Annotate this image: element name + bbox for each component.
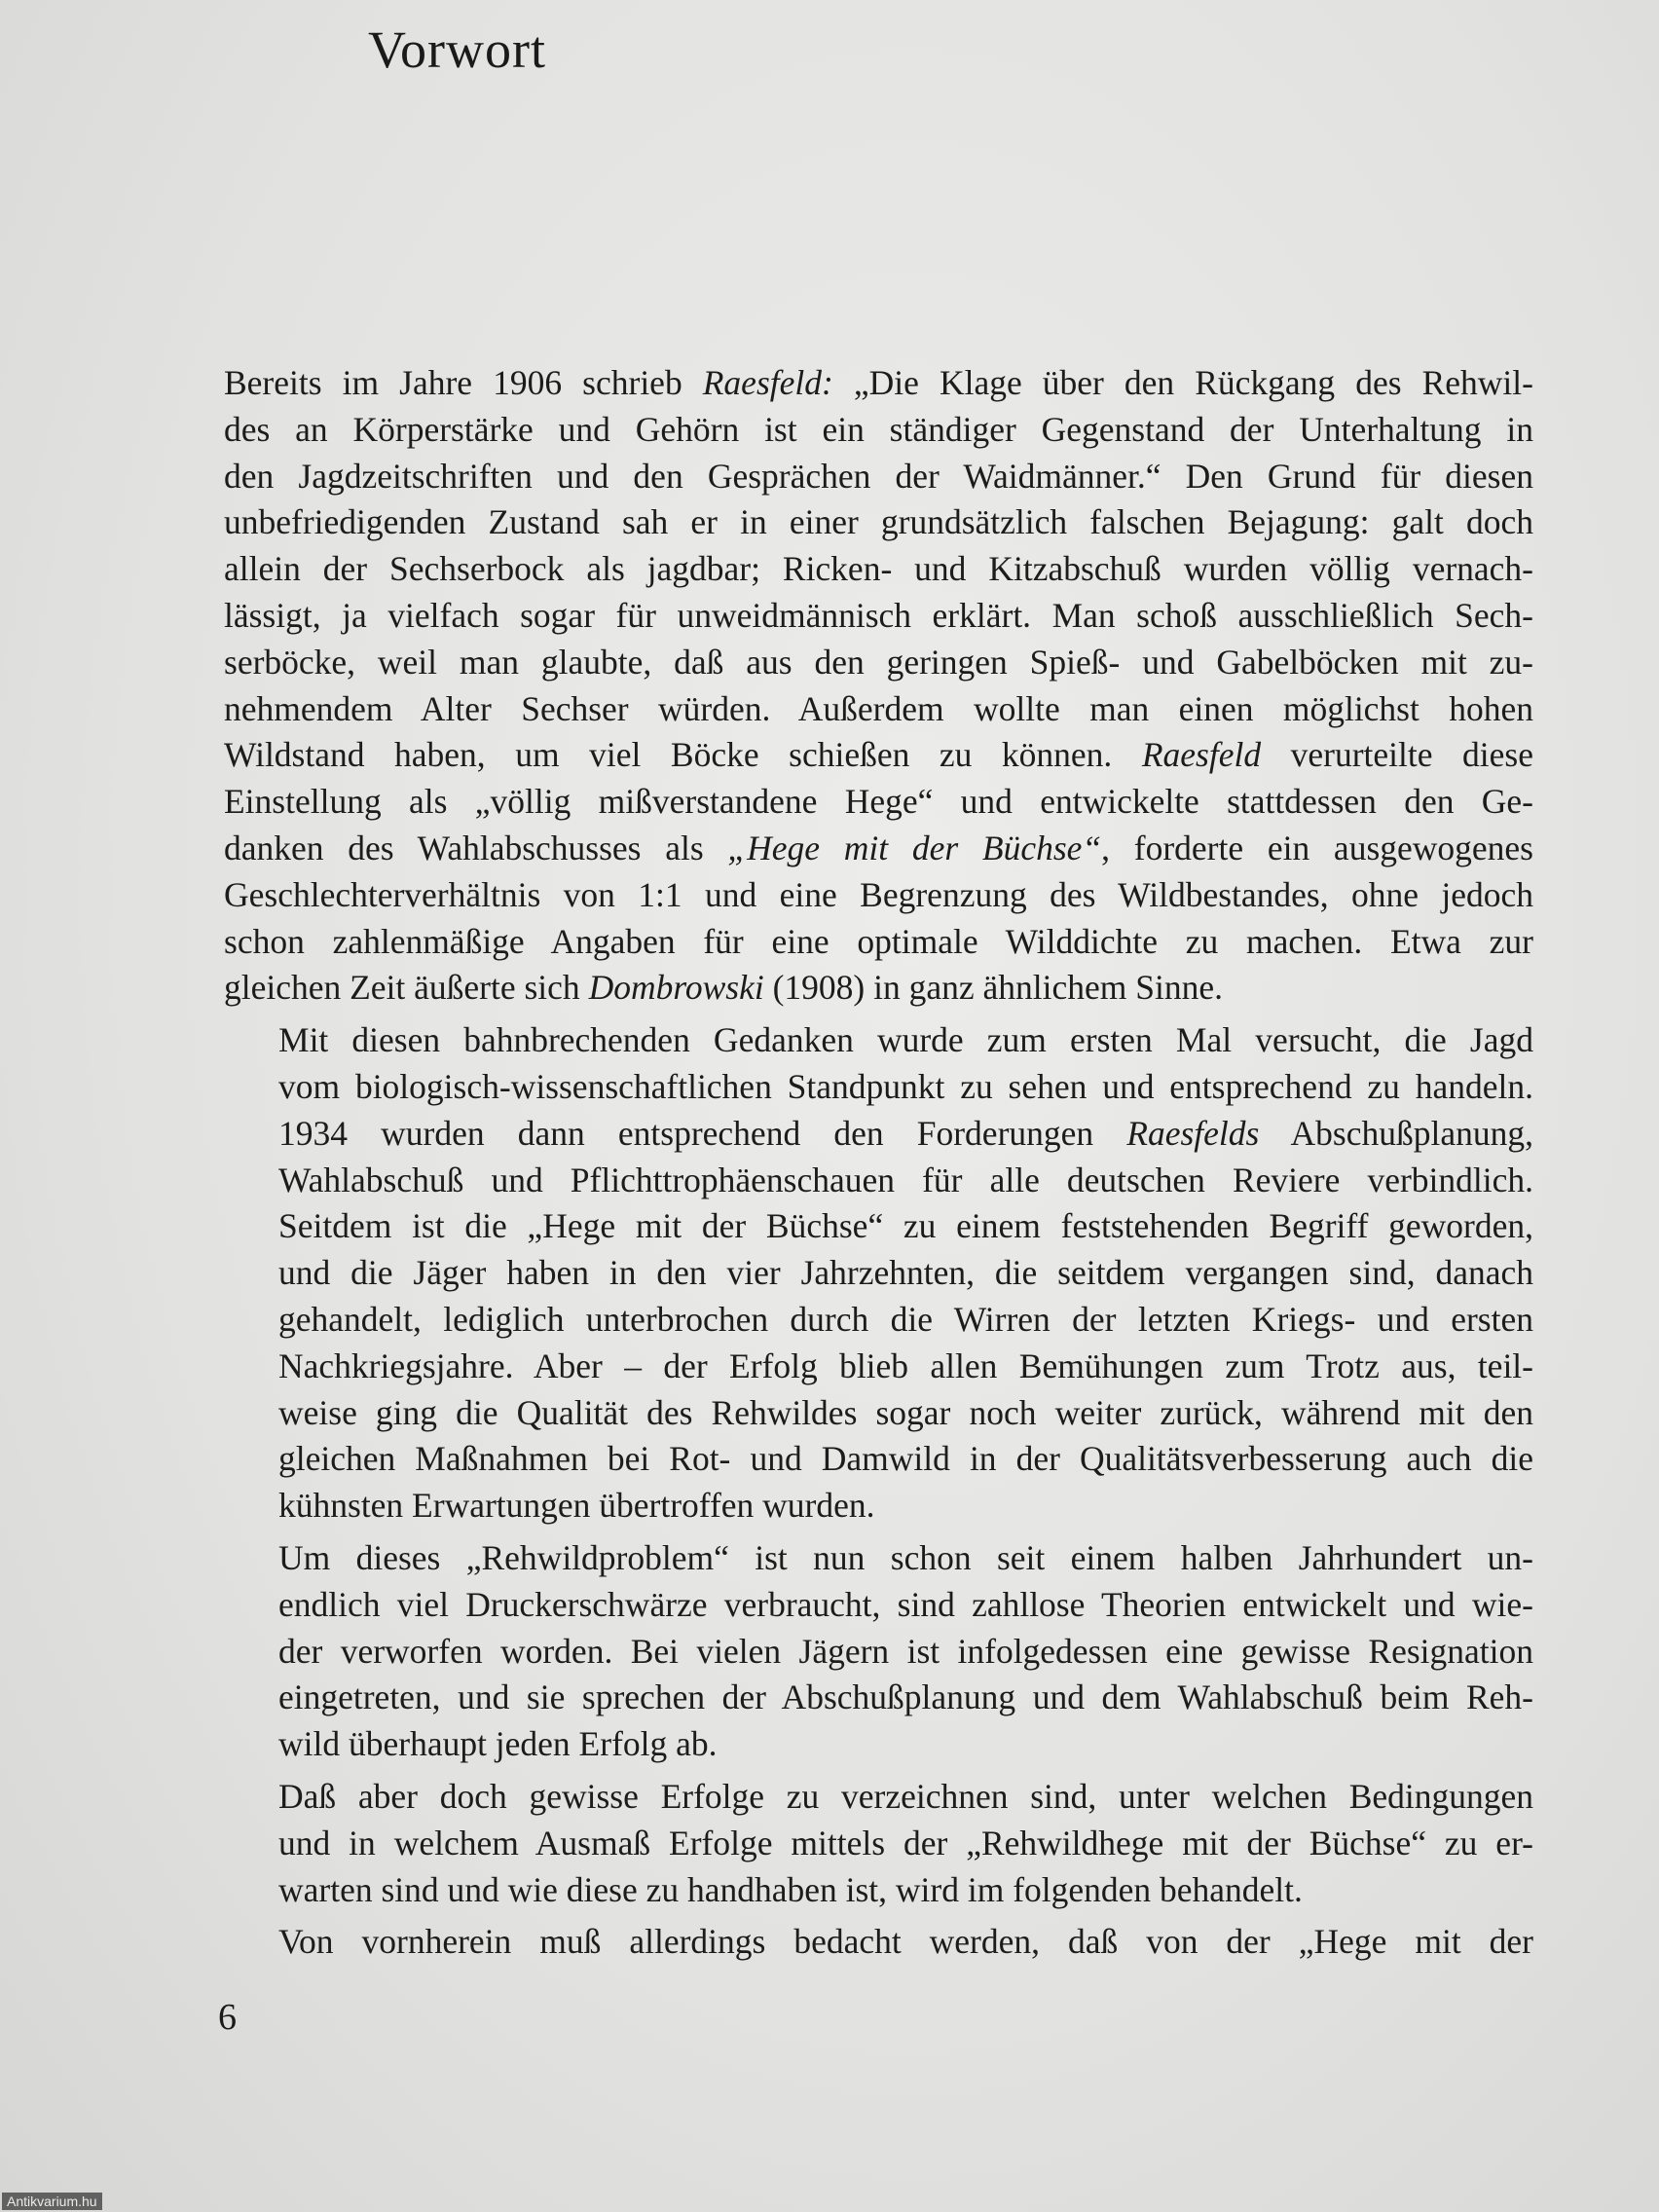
- paragraph: [224, 360, 1533, 1012]
- text-line: gleichen Maßnahmen bei Rot- und Damwild in der Qualitätsverbesserung auch die: [278, 1439, 1533, 1479]
- text-line: gehandelt, lediglich unterbrochen durch die Wirren der letzten Kriegs- und ersten: [278, 1299, 1533, 1339]
- page-title: Vorwort: [368, 20, 547, 79]
- text-line: gleichen Zeit äußerte sich Dombrowski (1908) in ganz ähnlichem Sinne.: [224, 968, 1223, 1008]
- text-line: lässigt, ja vielfach sogar für unweidmännisch erklärt. Man schoß ausschließlich Sech-: [224, 595, 1533, 635]
- text-line: Wildstand haben, um viel Böcke schießen zu können. Raesfeld verurteilte diese: [224, 735, 1534, 775]
- paragraph: [224, 1017, 1533, 1530]
- paragraph: [224, 1774, 1533, 1913]
- text-line: Nachkriegsjahre. Aber – der Erfolg blieb allen Bemühungen zum Trotz aus, teil-: [278, 1346, 1533, 1385]
- paragraph: [224, 1535, 1533, 1768]
- text-line: eingetreten, und sie sprechen der Abschußplanung und dem Wahlabschuß beim Reh-: [278, 1677, 1533, 1717]
- text-line: und die Jäger haben in den vier Jahrzehnten, die seitdem vergangen sind, danach: [278, 1253, 1533, 1293]
- text-line: nehmendem Alter Sechser würden. Außerdem wollte man einen möglichst hohen: [224, 688, 1533, 728]
- text-line: Bereits im Jahre 1906 schrieb Raesfeld: „Die Klage über den Rückgang des Rehwil-: [224, 363, 1533, 402]
- text-line: den Jagdzeitschriften und den Gesprächen der Waidmänner.“ Den Grund für diesen: [224, 456, 1533, 496]
- text-line: Wahlabschuß und Pflichttrophäenschauen für alle deutschen Reviere verbindlich.: [278, 1160, 1533, 1199]
- text-line: weise ging die Qualität des Rehwildes sogar noch weiter zurück, während mit den: [278, 1392, 1533, 1432]
- text-line: Geschlechterverhältnis von 1:1 und eine Begrenzung des Wildbestandes, ohne jedoch: [224, 874, 1533, 914]
- emphasized-name: Raesfeld:: [702, 363, 833, 402]
- emphasized-name: Dombrowski: [588, 968, 764, 1008]
- text-line: kühnsten Erwartungen übertroffen wurden.: [278, 1486, 875, 1526]
- paragraph: [224, 1919, 1533, 1966]
- body-text: [224, 360, 1533, 1966]
- text-line: unbefriedigenden Zustand sah er in einer grundsätzlich falschen Bejagung: galt doch: [224, 502, 1533, 542]
- text-line: und in welchem Ausmaß Erfolge mittels der „Rehwildhege mit der Büchse“ zu er-: [278, 1823, 1533, 1862]
- text-line: Daß aber doch gewisse Erfolge zu verzeichnen sind, unter welchen Bedingungen: [278, 1776, 1533, 1816]
- text-line: schon zahlenmäßige Angaben für eine optimale Wilddichte zu machen. Etwa zur: [224, 921, 1533, 961]
- text-line: allein der Sechserbock als jagdbar; Ricken- und Kitzabschuß wurden völlig vernach-: [224, 549, 1533, 589]
- text-line: serböcke, weil man glaubte, daß aus den geringen Spieß- und Gabelböcken mit zu-: [224, 642, 1533, 682]
- text-line: 1934 wurden dann entsprechend den Forderungen Raesfelds Abschußplanung,: [278, 1113, 1534, 1153]
- text-line: Um dieses „Rehwildproblem“ ist nun schon seit einem halben Jahrhundert un-: [278, 1537, 1533, 1577]
- text-line: Einstellung als „völlig mißverstandene Hege“ und entwickelte stattdessen den Ge-: [224, 782, 1533, 822]
- emphasized-name: Raesfeld: [1141, 735, 1262, 775]
- text-line: vom biologisch-wissenschaftlichen Standpunkt zu sehen und entsprechend zu handeln.: [278, 1066, 1533, 1106]
- text-line: Seitdem ist die „Hege mit der Büchse“ zu einem feststehenden Begriff geworden,: [278, 1206, 1533, 1246]
- text-line: des an Körperstärke und Gehörn ist ein ständiger Gegenstand der Unterhaltung in: [224, 409, 1533, 449]
- text-line: der verworfen worden. Bei vielen Jägern ist infolgedessen eine gewisse Resignation: [278, 1631, 1533, 1671]
- emphasized-name: Raesfelds: [1126, 1113, 1260, 1153]
- text-line: warten sind und wie diese zu handhaben ist, wird im folgenden behandelt.: [278, 1869, 1303, 1909]
- watermark: Antikvarium.hu: [2, 2193, 102, 2210]
- text-line: Mit diesen bahnbrechenden Gedanken wurde zum ersten Mal versucht, die Jagd: [278, 1020, 1533, 1060]
- page-number: 6: [218, 1997, 237, 2038]
- text-line: danken des Wahlabschusses als „Hege mit der Büchse“, forderte ein ausgewogenes: [224, 828, 1533, 867]
- text-line: endlich viel Druckerschwärze verbraucht, sind zahllose Theorien entwickelt und wie-: [278, 1584, 1533, 1624]
- emphasized-name: „Hege mit der Büchse“: [727, 828, 1102, 867]
- text-line: Von vornherein muß allerdings bedacht werden, daß von der „Hege mit der: [278, 1922, 1533, 1962]
- text-line: wild überhaupt jeden Erfolg ab.: [278, 1724, 718, 1764]
